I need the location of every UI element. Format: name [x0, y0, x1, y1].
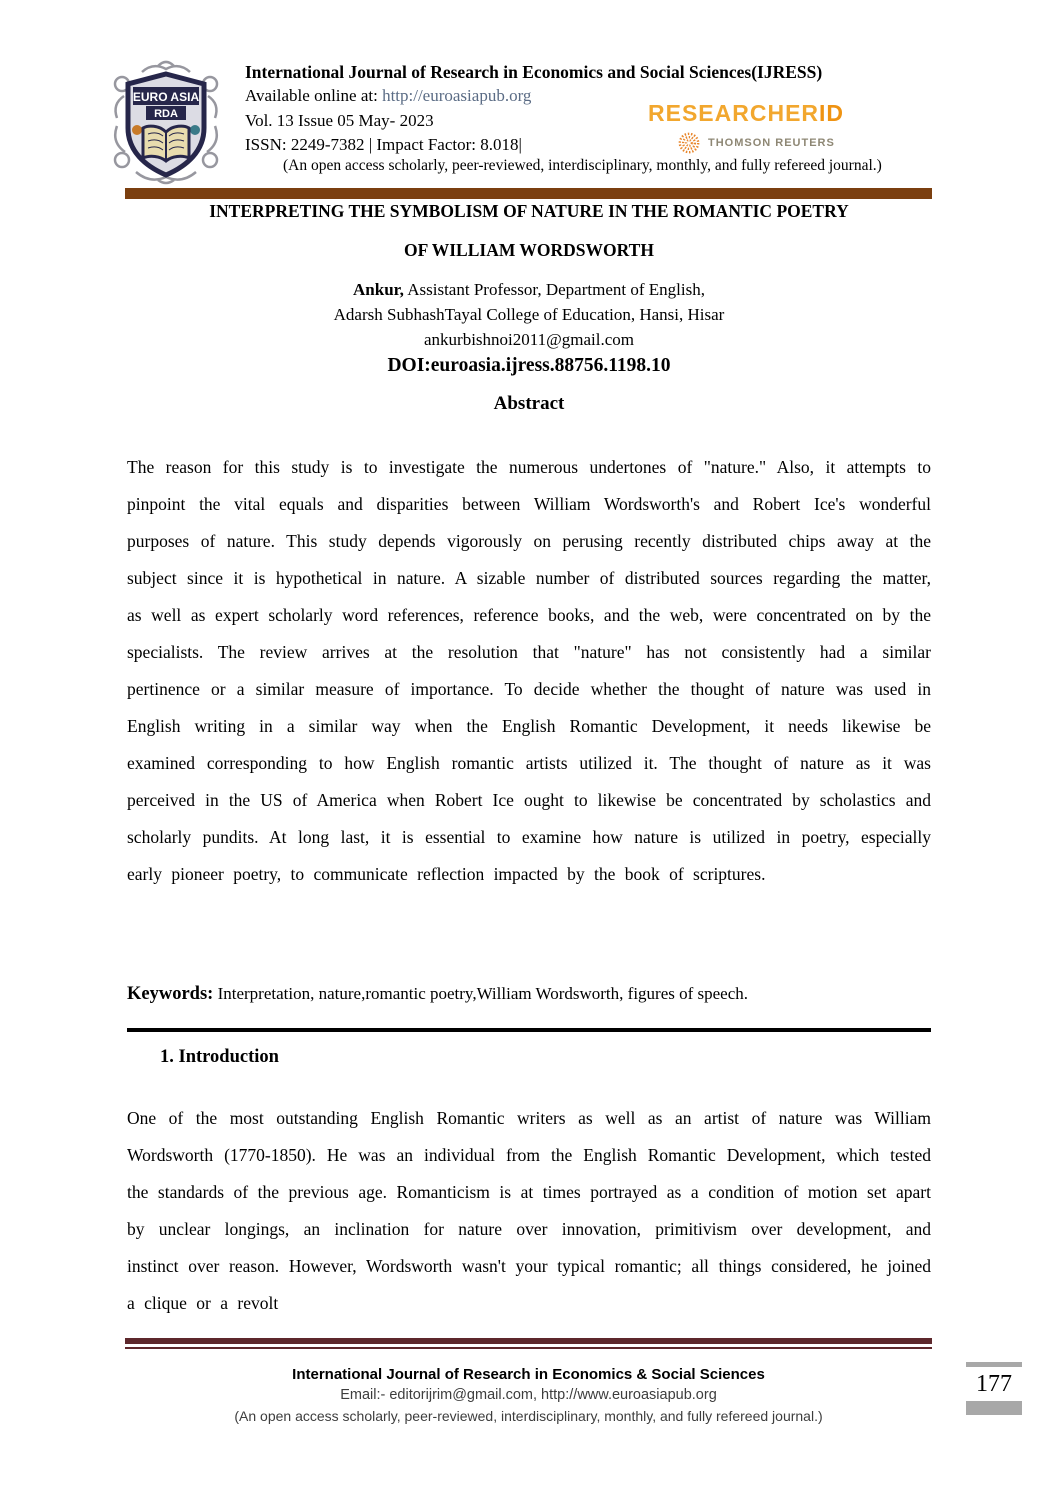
keywords-label: Keywords: [127, 984, 214, 1004]
footer-open-access-note: (An open access scholarly, peer-reviewed, interdisciplinary, monthly, and fully refereed journal.) [234, 1408, 823, 1424]
author-email: ankurbishnoi2011@gmail.com [423, 330, 635, 349]
researcherid-block [648, 100, 878, 154]
footer-text-block [125, 1364, 932, 1427]
header-divider-bar [125, 188, 932, 199]
footer-journal-name: International Journal of Research in Economics & Social Sciences [292, 1366, 765, 1383]
footer-rule-thin [125, 1347, 932, 1349]
author-designation: Assistant Professor, Department of English, [403, 280, 705, 299]
thomson-reuters-spiral-icon [678, 132, 700, 154]
section-heading-introduction: 1. Introduction [160, 1047, 279, 1067]
emblem-svg [106, 60, 226, 186]
keywords-line [127, 984, 931, 1005]
journal-title: International Journal of Research in Economics and Social Sciences(IJRESS) [245, 62, 823, 82]
available-online-label: Available online at: [245, 86, 383, 105]
author-name: Ankur, [353, 280, 404, 299]
keywords-divider-rule [127, 1028, 931, 1032]
doi-line: DOI:euroasia.ijress.88756.1198.10 [387, 355, 671, 376]
issn-impact-line: ISSN: 2249-7382 | Impact Factor: 8.018| [245, 135, 522, 154]
page-number-bar-bottom [966, 1401, 1022, 1415]
researcherid-id-text: ID [819, 100, 845, 126]
page-number-block [966, 1362, 1022, 1415]
euro-asia-rda-logo-icon [106, 60, 226, 186]
abstract-paragraph: The reason for this study is to investigate the numerous undertones of "nature." Also, it attempts to pinpoint the vital equals and disparities between William Wordsworth's and Robert Ice's wonderful purposes of nature. This study depends vigorously on perusing recently distributed chips away at the subject since it is hypothetical in nature. A sizable number of distributed sources regarding the matter, as well as expert scholarly word references, reference books, and the web, were concentrated on by the specialists. The review arrives at the resolution that "nature" has not consistently had a similar pertinence or a similar measure of importance. To decide whether the thought of nature was used in English writing in a similar way when the English Romantic Development, it needs likewise be examined corresponding to how English romantic artists utilized it. The thought of nature as it was perceived in the US of America when Robert Ice ought to likewise be concentrated by scholastics and scholarly pundits. At long last, it is essential to examine how nature is utilized in poetry, especially early pioneer poetry, to communicate reflection impacted by the book of scriptures. [127, 457, 931, 884]
author-block [127, 277, 931, 379]
thomson-reuters-text: THOMSON REUTERS [708, 137, 835, 149]
author-affiliation: Adarsh SubhashTayal College of Education, Hansi, Hisar [333, 305, 725, 324]
footer-rule-thick [125, 1338, 932, 1344]
article-title-line1: INTERPRETING THE SYMBOLISM OF NATURE IN THE ROMANTIC POETRY [209, 201, 849, 221]
volume-issue-line: Vol. 13 Issue 05 May- 2023 [245, 110, 434, 130]
abstract-heading: Abstract [493, 393, 565, 414]
author-line [127, 277, 931, 302]
footer-contact-line: Email:- editorijrim@gmail.com, http://www.euroasiapub.org [340, 1387, 717, 1403]
article-title-line2: OF WILLIAM WORDSWORTH [404, 240, 654, 260]
journal-url-link[interactable]: http://euroasiapub.org [382, 86, 532, 105]
introduction-paragraph: One of the most outstanding English Romantic writers as well as an artist of nature was William Wordsworth (1770-1850). He was an individual from the English Romantic Development, which tested the standards of the previous age. Romanticism is at times portrayed as a condition of motion set apart by unclear longings, an inclination for nature over innovation, primitivism over development, and instinct over reason. However, Wordsworth wasn't your typical romantic; all things considered, he joined a clique or a revolt [127, 1108, 931, 1313]
researcherid-text: RESEARCHER [648, 100, 820, 126]
open-access-note: (An open access scholarly, peer-reviewed, interdisciplinary, monthly, and fully refereed journal.) [283, 157, 882, 174]
researcherid-logo [648, 100, 878, 127]
keywords-text: Interpretation, nature,romantic poetry,William Wordsworth, figures of speech. [213, 984, 749, 1003]
page-number: 177 [976, 1371, 1012, 1397]
logo-sub-text: RDA [154, 108, 178, 120]
thomson-reuters-row [678, 132, 878, 154]
logo-org-text: EURO ASIA [132, 90, 200, 104]
